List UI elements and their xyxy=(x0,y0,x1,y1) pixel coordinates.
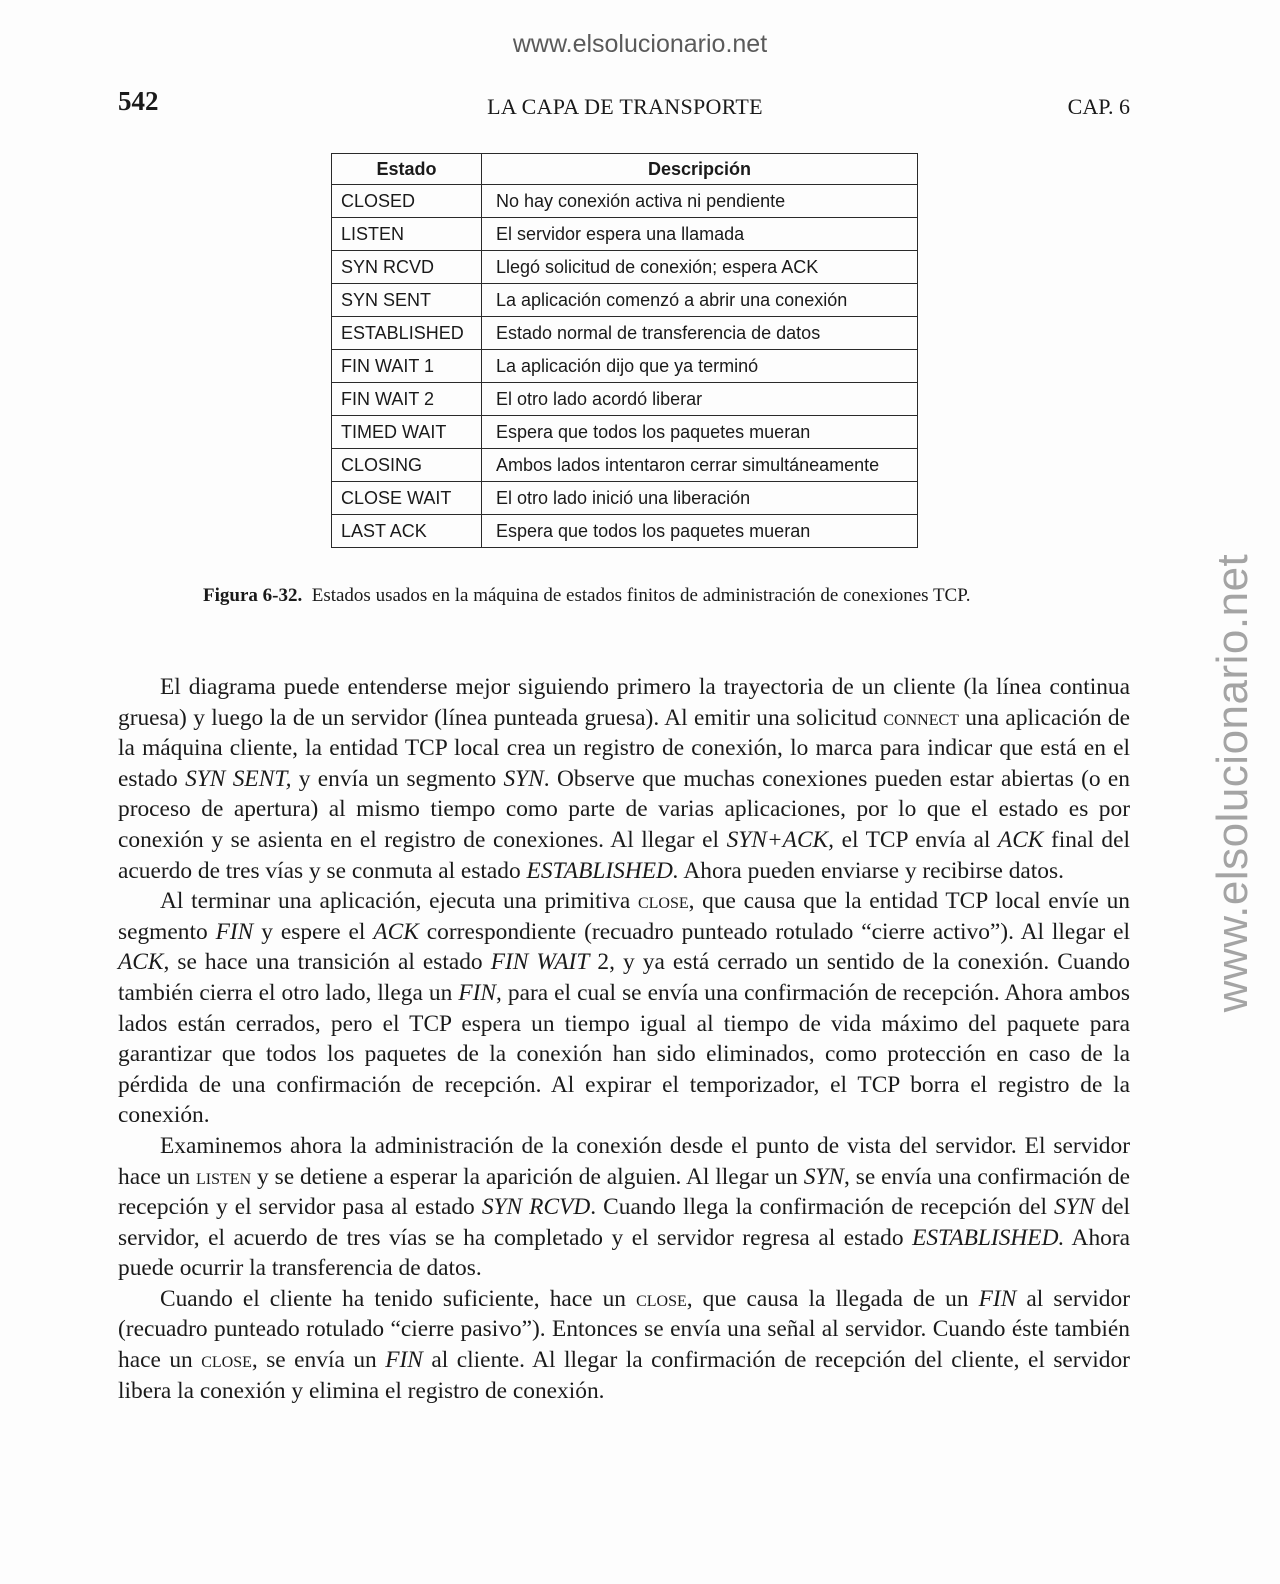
state-name-cell: CLOSING xyxy=(332,449,482,482)
state-name-cell: LISTEN xyxy=(332,218,482,251)
text-run: y se detiene a esperar la aparición de alguien. Al llegar un xyxy=(251,1163,804,1190)
italic-term: SYN xyxy=(503,765,544,792)
body-paragraph xyxy=(118,672,1130,886)
text-run: Cuando el cliente ha tenido suficiente, hace un xyxy=(160,1285,637,1312)
figure-caption-text: Estados usados en la máquina de estados finitos de administración de conexiones TCP. xyxy=(311,585,971,606)
text-run: . Cuando llega la confirmación de recepción del xyxy=(590,1194,1055,1221)
text-run: , que causa la llegada de un xyxy=(686,1285,979,1312)
state-description-cell: El otro lado acordó liberar xyxy=(482,383,918,416)
italic-term: SYN RCVD xyxy=(481,1194,591,1221)
state-name-cell: CLOSED xyxy=(332,185,482,218)
italic-term: SYN xyxy=(1054,1194,1095,1221)
italic-term: FIN xyxy=(215,918,254,945)
body-paragraph xyxy=(118,886,1130,1131)
state-description-cell: La aplicación comenzó a abrir una conexión xyxy=(482,284,918,317)
state-name-cell: CLOSE WAIT xyxy=(332,482,482,515)
text-run: , se hace una transición al estado xyxy=(163,949,491,976)
italic-term: SYN xyxy=(803,1163,845,1190)
primitive-term: close xyxy=(636,1285,687,1312)
figure-caption xyxy=(203,583,1033,609)
text-run: Al terminar una aplicación, ejecuta una primitiva xyxy=(160,888,638,915)
text-run: , que causa que la entidad TCP local envíe un segmento xyxy=(118,888,1130,945)
italic-term: FIN xyxy=(385,1347,423,1374)
italic-term: ACK xyxy=(997,826,1044,853)
watermark-side: www.elsolucionario.net xyxy=(1208,553,1257,1013)
page-number: 542 xyxy=(118,86,159,116)
primitive-term: close xyxy=(201,1347,252,1374)
italic-term: SYN+ACK, xyxy=(726,826,834,853)
text-run: al servidor (recuadro punteado rotulado “cierre pasivo”). Entonces se envía una señal al servidor. Cuando éste también hace un xyxy=(118,1285,1130,1374)
text-run: y espere el xyxy=(253,918,374,945)
table-row xyxy=(332,284,918,317)
italic-term: ESTABLISHED. xyxy=(526,857,679,884)
states-table xyxy=(331,153,918,548)
italic-term: FIN xyxy=(458,979,497,1006)
table-row xyxy=(332,449,918,482)
text-run: del servidor, el acuerdo de tres vías se ha completado y el servidor regresa al estado xyxy=(118,1194,1130,1251)
state-name-cell: FIN WAIT 1 xyxy=(332,350,482,383)
body-text xyxy=(118,672,1130,1406)
state-name-cell: SYN RCVD xyxy=(332,251,482,284)
state-description-cell: Espera que todos los paquetes mueran xyxy=(482,515,918,548)
state-name-cell: SYN SENT xyxy=(332,284,482,317)
italic-term: ACK xyxy=(118,949,164,976)
state-description-cell: El otro lado inició una liberación xyxy=(482,482,918,515)
state-description-cell: La aplicación dijo que ya terminó xyxy=(482,350,918,383)
table-body xyxy=(332,185,918,548)
body-paragraph xyxy=(118,1284,1130,1406)
italic-term: FIN WAIT xyxy=(490,949,590,976)
state-description-cell: Espera que todos los paquetes mueran xyxy=(482,416,918,449)
table-row xyxy=(332,383,918,416)
running-head: LA CAPA DE TRANSPORTE xyxy=(487,94,763,119)
table-row xyxy=(332,185,918,218)
text-run: , se envía una confirmación de recepción y el servidor pasa al estado xyxy=(118,1163,1130,1221)
column-header-descripcion: Descripción xyxy=(482,154,918,185)
text-run: una aplicación de la máquina cliente, la entidad TCP local crea un registro de conexión, lo marca para indicar que está en el estado xyxy=(118,704,1130,792)
text-run: correspondiente (recuadro punteado rotulado “cierre activo”). Al llegar el xyxy=(418,918,1130,945)
table-row xyxy=(332,251,918,284)
italic-term: SYN SENT, xyxy=(185,765,292,792)
column-header-estado: Estado xyxy=(332,154,482,185)
text-run: final del acuerdo de tres vías y se conmuta al estado xyxy=(118,826,1130,884)
text-run: , se envía un xyxy=(251,1347,386,1374)
state-name-cell: TIMED WAIT xyxy=(332,416,482,449)
state-name-cell: ESTABLISHED xyxy=(332,317,482,350)
text-run: Ahora puede ocurrir la transferencia de datos. xyxy=(118,1224,1131,1282)
text-run: . Observe que muchas conexiones pueden estar abiertas (o en proceso de apertura) al mismo tiempo como parte de varias aplicaciones, por lo que el estado es por conexión y se asienta en el registro de conexiones. Al llegar el xyxy=(118,765,1131,853)
text-run: Ahora pueden enviarse y recibirse datos. xyxy=(678,857,1064,884)
text-run: , para el cual se envía una confirmación de recepción. Ahora ambos lados están cerrados, pero el TCP espera un tiempo igual al tiempo de vida máximo del paquete para garantizar que todos los paquetes de la conexión han sido eliminados, como protección en caso de la pérdida de una confirmación de recepción. Al expirar el temporizador, el TCP borra el registro de la conexión. xyxy=(118,979,1130,1129)
state-name-cell: LAST ACK xyxy=(332,515,482,548)
table-row xyxy=(332,416,918,449)
table-row xyxy=(332,350,918,383)
state-name-cell: FIN WAIT 2 xyxy=(332,383,482,416)
text-run: el TCP envía al xyxy=(834,826,998,853)
table-row xyxy=(332,515,918,548)
state-description-cell: Llegó solicitud de conexión; espera ACK xyxy=(482,251,918,284)
state-description-cell: El servidor espera una llamada xyxy=(482,218,918,251)
table-row xyxy=(332,317,918,350)
primitive-term: connect xyxy=(883,704,959,731)
text-run: 2, y ya está cerrado un sentido de la conexión. Cuando también cierra el otro lado, llega un xyxy=(118,949,1130,1006)
primitive-term: close xyxy=(637,888,689,915)
body-paragraph xyxy=(118,1131,1130,1284)
state-description-cell: Ambos lados intentaron cerrar simultáneamente xyxy=(482,449,918,482)
table-row xyxy=(332,218,918,251)
text-run: al cliente. Al llegar la confirmación de recepción del cliente, el servidor libera la conexión y elimina el registro de conexión. xyxy=(118,1347,1130,1404)
text-run: El diagrama puede entenderse mejor siguiendo primero la trayectoria de un cliente (la línea continua gruesa) y luego la de un servidor (línea punteada gruesa). Al emitir una solicitud xyxy=(118,674,1130,731)
text-run: Examinemos ahora la administración de la conexión desde el punto de vista del servidor. El servidor hace un xyxy=(118,1132,1130,1190)
italic-term: ESTABLISHED. xyxy=(912,1224,1065,1251)
watermark-top: www.elsolucionario.net xyxy=(512,30,768,58)
italic-term: ACK xyxy=(373,918,419,945)
table-row xyxy=(332,482,918,515)
primitive-term: listen xyxy=(196,1163,252,1190)
chapter-label: CAP. 6 xyxy=(1067,94,1130,119)
text-run: y envía un segmento xyxy=(291,765,504,792)
italic-term: FIN xyxy=(978,1285,1017,1312)
state-description-cell: Estado normal de transferencia de datos xyxy=(482,317,918,350)
table-header-row xyxy=(332,154,918,185)
figure-label: Figura 6-32. xyxy=(203,585,303,606)
state-description-cell: No hay conexión activa ni pendiente xyxy=(482,185,918,218)
